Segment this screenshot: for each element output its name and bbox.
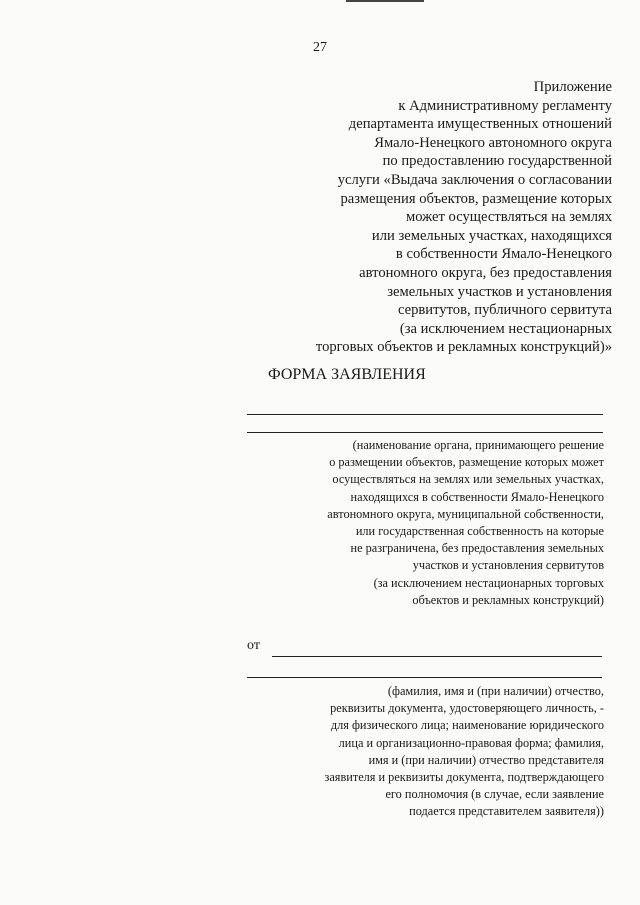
- authority-caption-line: (наименование органа, принимающего решение: [352, 438, 604, 452]
- authority-fill-line-2: [247, 432, 603, 433]
- applicant-caption-line: лица и организационно-правовая форма; фамилия,: [338, 735, 604, 750]
- applicant-caption-line: имя и (при наличии) отчество представителя: [368, 752, 604, 767]
- appendix-line: Ямало-Ненецкого автономного округа: [374, 134, 612, 151]
- applicant-caption-line: (фамилия, имя и (при наличии) отчество,: [387, 684, 604, 698]
- appendix-line: к Административному регламенту: [398, 97, 612, 114]
- appendix-line: (за исключением нестационарных: [399, 320, 612, 337]
- applicant-caption-line: подается представителем заявителя)): [409, 804, 604, 819]
- applicant-caption-line: его полномочия (в случае, если заявление: [385, 787, 604, 802]
- authority-caption-line: автономного округа, муниципальной собственности,: [327, 506, 604, 521]
- scan-edge-mark: [346, 0, 424, 2]
- authority-caption-line: о размещении объектов, размещение которых может: [329, 455, 604, 470]
- authority-caption-line: не разграничена, без предоставления земельных: [350, 541, 604, 556]
- authority-caption-line: или государственная собственность на которые: [355, 524, 604, 539]
- appendix-line: сервитутов, публичного сервитута: [397, 302, 612, 319]
- authority-caption: [327, 437, 604, 609]
- authority-caption-line: объектов и рекламных конструкций): [412, 592, 604, 607]
- appendix-header: [252, 78, 612, 357]
- applicant-caption-line: реквизиты документа, удостоверяющего личность, -: [330, 701, 604, 716]
- appendix-line: услуги «Выдача заключения о согласовании: [337, 171, 612, 188]
- page-number: 27: [313, 40, 327, 55]
- appendix-line: автономного округа, без предоставления: [359, 264, 612, 281]
- form-title: ФОРМА ЗАЯВЛЕНИЯ: [268, 366, 426, 383]
- from-label: от: [247, 638, 260, 653]
- applicant-fill-line-2: [247, 677, 602, 678]
- appendix-line: или земельных участках, находящихся: [371, 227, 612, 244]
- authority-caption-line: участков и установления сервитутов: [412, 558, 604, 573]
- appendix-line: размещения объектов, размещение которых: [340, 190, 612, 207]
- appendix-line: земельных участков и установления: [387, 283, 612, 300]
- authority-caption-line: находящихся в собственности Ямало-Ненецкого: [350, 489, 604, 504]
- appendix-line: департамента имущественных отношений: [348, 116, 612, 133]
- appendix-line: по предоставлению государственной: [382, 153, 612, 170]
- applicant-fill-line-1: [272, 656, 602, 657]
- authority-caption-line: осуществляться на землях или земельных участках,: [332, 472, 604, 487]
- appendix-line: в собственности Ямало-Ненецкого: [395, 246, 612, 263]
- applicant-caption-line: заявителя и реквизиты документа, подтверждающего: [324, 770, 604, 785]
- appendix-line: торговых объектов и рекламных конструкций)»: [315, 339, 612, 356]
- authority-caption-line: (за исключением нестационарных торговых: [373, 575, 604, 590]
- appendix-line: может осуществляться на землях: [405, 209, 612, 226]
- applicant-caption: [324, 683, 604, 821]
- authority-fill-line-1: [247, 414, 603, 415]
- appendix-line: Приложение: [533, 79, 612, 95]
- applicant-caption-line: для физического лица; наименование юридического: [330, 718, 604, 733]
